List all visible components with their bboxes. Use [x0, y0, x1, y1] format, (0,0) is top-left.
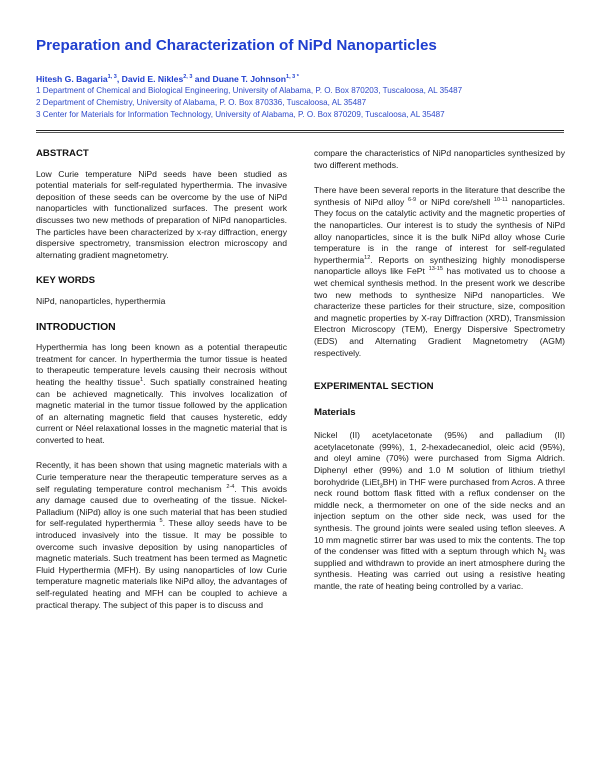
citation: 5	[159, 518, 163, 525]
text-run: has motivated us to choose a wet chemical synthesis method. In the present work we describe two new methods to synthesize NiPd nanoparticles. We characterize these particles for their structure, size, composition and magnetic properties by X-ray Diffraction (XRD), Transmission Electron Microscopy (TEM), Energy Dispersive Spectrometry (EDS) and Alternating Gradient Magnetometry (AGM) respectively.	[314, 266, 565, 358]
citation: 10-11	[493, 196, 508, 203]
author-affil-sup: 2, 3	[183, 74, 193, 81]
experimental-heading: EXPERIMENTAL SECTION	[314, 381, 434, 393]
text-run: . This avoids any damage caused due to overheating of the tissue. Nickel-Palladium (NiPd) alloy is one such material that has been studied for self-regulated hyperthermia	[36, 483, 287, 529]
citation: 12	[364, 254, 371, 261]
author-affil-sup: 1, 3 *	[286, 74, 299, 81]
text-run: Hyperthermia has long been known as a potential therapeutic treatment for cancer. In hyperthermia the tumor tissue is heated to therapeutic temperature levels causing their necrosis without heating the healthy tissue	[36, 342, 287, 387]
right-column	[314, 148, 565, 607]
affiliation-1: 1 Department of Chemical and Biological Engineering, University of Alabama, P. O. Box 870203, Tuscaloosa, AL 35487	[36, 86, 463, 95]
author-name: Duane T. Johnson	[212, 74, 287, 84]
affiliation-3: 3 Center for Materials for Information Technology, University of Alabama, P. O. Box 870209, Tuscaloosa, AL 35487	[36, 110, 445, 119]
paper-title: Preparation and Characterization of NiPd Nanoparticles	[36, 37, 437, 54]
header-divider	[36, 130, 564, 131]
header-divider-thin	[36, 132, 564, 133]
citation: 13-15	[428, 266, 443, 273]
keywords-text: NiPd, nanoparticles, hyperthermia	[36, 295, 166, 306]
continued-paragraph: compare the characteristics of NiPd nanoparticles synthesized by two different methods.	[314, 148, 565, 170]
text-run: There have been several reports in the literature that describe the synthesis of NiPd alloy	[314, 185, 565, 207]
author-affil-sup: 1, 3	[107, 74, 117, 81]
subscript: 2	[543, 552, 547, 559]
abstract-heading: ABSTRACT	[36, 148, 89, 159]
affiliation-2: 2 Department of Chemistry, University of Alabama, P. O. Box 870336, Tuscaloosa, AL 35487	[36, 98, 367, 107]
text-run: or NiPd core/shell	[416, 196, 494, 207]
text-run: BH) in THF were purchased from Acros. A three neck round bottom flask fitted with a reflux condenser on the middle neck, a thermometer on one of the side necks and an injection septum on the other side neck, was used for the synthesis. The ground joints were sealed using teflon sleeves. A 10 mm magnetic stirrer bar was used to mix the contents. The top of the condenser was fitted with a septum through which N	[314, 476, 565, 557]
text-run: Recently, it has been shown that using magnetic materials with a Curie temperature near the therapeutic temperature serves as a self regulating temperature control mechanism	[36, 460, 287, 494]
author-separator: ,	[116, 74, 122, 84]
author-name: Hitesh G. Bagaria	[36, 74, 108, 84]
author-name: David E. Nikles	[121, 74, 184, 84]
materials-paragraph	[314, 430, 565, 592]
citation: 6-9	[408, 196, 417, 203]
text-run: . These alloy seeds have to be introduced invasively into the tissue. It may be possible to overcome such invasive deposition by using nanoparticles of magnetic materials. Such treatment has been termed as Magnetic Fluid Hyperthermia (MFH). By using nanoparticles of low Curie temperature magnetic materials like NiPd alloy, the advantages of self-regulated heating and MFH can be coupled to achieve a practical therapy. The subject of this paper is to discuss and	[36, 518, 287, 610]
text-run: . Reports on synthesizing highly monodisperse nanoparticle alloys like FePt	[314, 254, 565, 277]
author-line	[36, 74, 299, 84]
keywords-heading: KEY WORDS	[36, 275, 95, 287]
author-separator: and	[192, 74, 213, 84]
citation: 1	[139, 377, 144, 384]
text-run: nanoparticles. They focus on the catalytic activity and the magnetic properties of the nanoparticles. Our interest is to study the synthesis of NiPd alloy nanoparticles, since it is the bulk NiPd alloy whose Curie temperature is in the range of interest for self-regulated hyperthermia	[314, 196, 565, 265]
citation: 2-4	[226, 483, 235, 490]
introduction-heading: INTRODUCTION	[36, 321, 116, 333]
literature-paragraph	[314, 185, 565, 359]
text-run: was supplied and withdrawn to provide an inert atmosphere during the synthesis. Heating was carried out using a resistive heating mantle, the rate of heating being controlled by a variac.	[314, 546, 566, 591]
intro-paragraph-1	[36, 342, 287, 446]
subscript: 3	[379, 483, 383, 490]
text-run: . Such spatially constrained heating can be achieved magnetically. This involves localization of magnetic material in the tumor tissue followed by the application of an alternating magnetic field that causes hysteretic, eddy current or Néel relaxational losses in the magnetic material that is converted to heat.	[36, 376, 287, 445]
materials-heading: Materials	[314, 406, 356, 418]
intro-paragraph-2	[36, 460, 287, 611]
text-run: Nickel (II) acetylacetonate (95%) and palladium (II) acetylacetonate (99%), 1, 2-hexadecanediol, oleic acid (95%), and oleyl amine (70%) were purchased from Sigma Aldrich. Diphenyl ether (99%) and 1.0 M solution of lithium triethyl borohydride (LiEt	[314, 430, 565, 487]
abstract-text: Low Curie temperature NiPd seeds have been studied as potential materials for self-regulated hyperthermia. The invasive deposition of these seeds can be overcome by the use of NiPd nanoparticles with functionalized surfaces. The present work discusses two new methods of preparation of NiPd nanoparticles. The particles have been characterized by x-ray diffraction, energy dispersive spectrometry, transmission electron microscopy and alternating gradient magnetometry.	[36, 168, 287, 260]
left-column	[36, 145, 287, 625]
